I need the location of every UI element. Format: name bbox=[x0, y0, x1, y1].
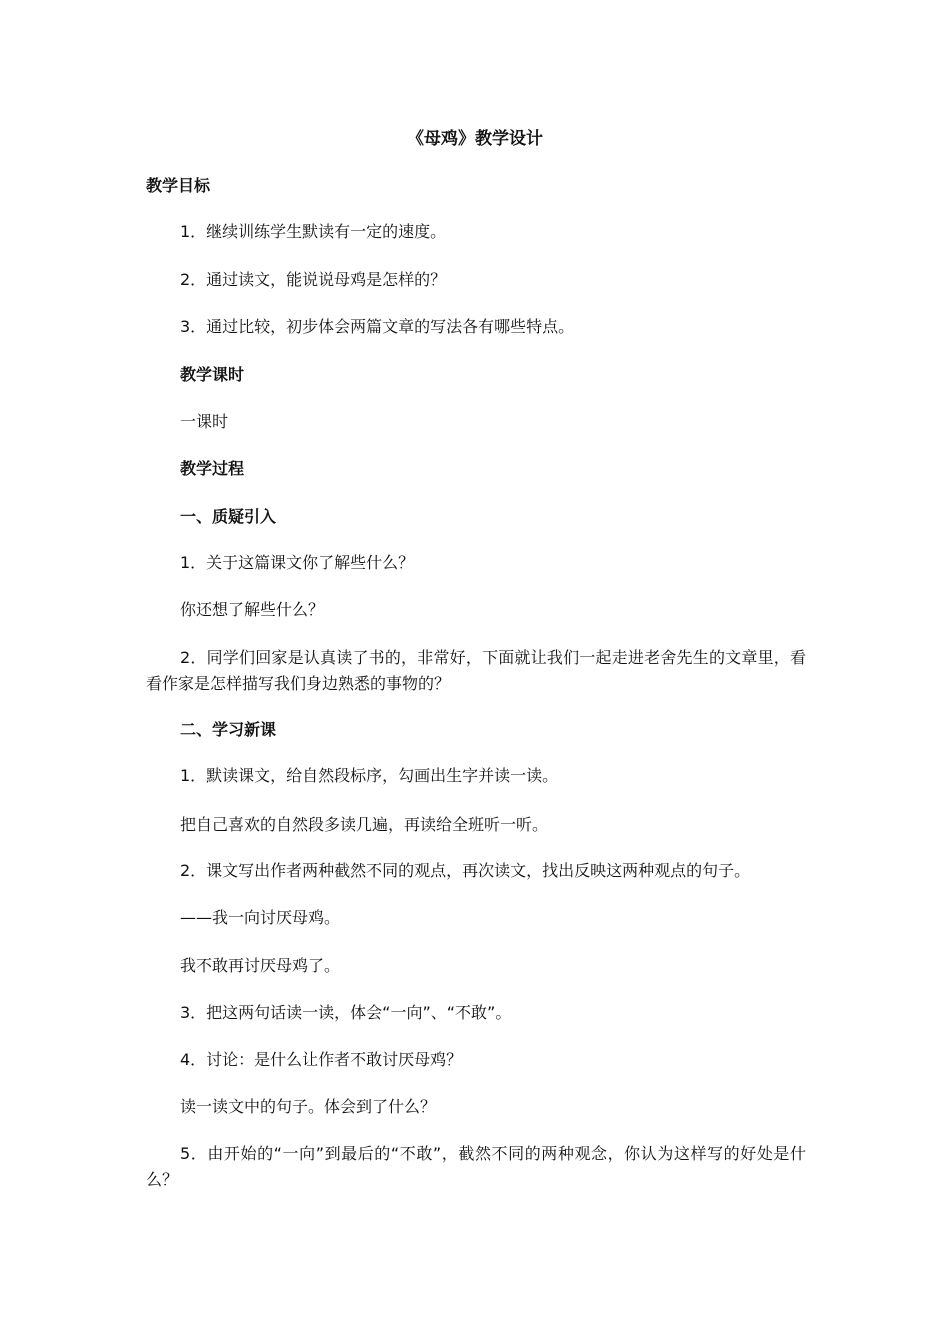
paragraph: 2．课文写出作者两种截然不同的观点，再次读文，找出反映这两种观点的句子。 bbox=[180, 861, 751, 880]
heading-section-2: 二、学习新课 bbox=[180, 720, 277, 739]
paragraph: 1．默读课文，给自然段标序，勾画出生字并读一读。 bbox=[180, 766, 559, 785]
paragraph: 读一读文中的句子。体会到了什么？ bbox=[180, 1097, 437, 1116]
objective-item: 2．通过读文，能说说母鸡是怎样的？ bbox=[180, 270, 447, 289]
paragraph: 把自己喜欢的自然段多读几遍，再读给全班听一听。 bbox=[180, 815, 549, 834]
paragraph: 2．同学们回家是认真读了书的，非常好，下面就让我们一起走进老舍先生的文章里，看看作家是怎样描写我们身边熟悉的事物的？ bbox=[146, 648, 806, 693]
document-title: 《母鸡》教学设计 bbox=[407, 129, 543, 149]
heading-objectives: 教学目标 bbox=[146, 176, 211, 195]
objective-item: 1．继续训练学生默读有一定的速度。 bbox=[180, 222, 447, 241]
paragraph: 我不敢再讨厌母鸡了。 bbox=[180, 956, 341, 975]
heading-section-1: 一、质疑引入 bbox=[180, 507, 277, 526]
objective-item: 3．通过比较，初步体会两篇文章的写法各有哪些特点。 bbox=[180, 317, 575, 336]
paragraph: 1．关于这篇课文你了解些什么？ bbox=[180, 553, 415, 572]
paragraph: 3．把这两句话读一读，体会“一向”、“不敢”。 bbox=[180, 1003, 512, 1022]
paragraph: 4．讨论：是什么让作者不敢讨厌母鸡？ bbox=[180, 1050, 463, 1069]
heading-hours: 教学课时 bbox=[180, 365, 245, 384]
hours-value: 一课时 bbox=[180, 412, 229, 431]
paragraph: 你还想了解些什么？ bbox=[180, 600, 325, 619]
paragraph: 5．由开始的“一向”到最后的“不敢”，截然不同的两种观念，你认为这样写的好处是什么？ bbox=[146, 1144, 806, 1189]
paragraph: ——我一向讨厌母鸡。 bbox=[180, 908, 341, 927]
heading-process: 教学过程 bbox=[180, 459, 245, 478]
